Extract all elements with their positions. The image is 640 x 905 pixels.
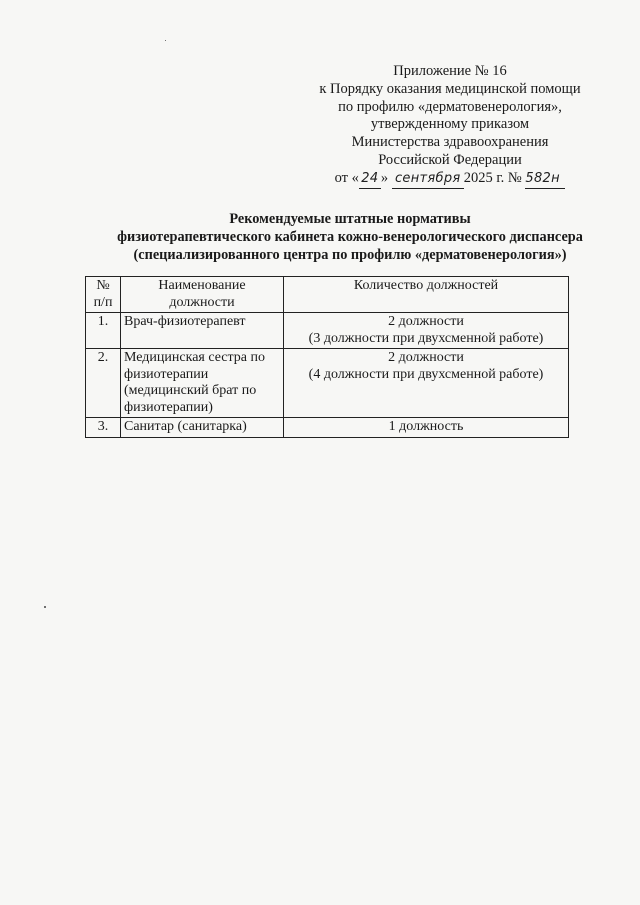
- quantity-line: 1 должность: [388, 419, 464, 434]
- title-line-2: физиотерапевтического кабинета кожно-венерологического диспансера: [117, 228, 583, 245]
- handwritten-day: 24: [359, 170, 381, 189]
- position-line: (медицинский брат по: [124, 383, 257, 398]
- row-position: [121, 349, 284, 418]
- table-row: [86, 313, 569, 349]
- header-quantity: Количество должностей: [284, 277, 569, 313]
- header-number: [86, 277, 121, 313]
- position-line: Врач-физиотерапевт: [124, 314, 246, 329]
- row-quantity: [284, 349, 569, 418]
- header-position: [121, 277, 284, 313]
- date-mid: »: [380, 169, 389, 186]
- row-quantity: [284, 313, 569, 349]
- staffing-table: [85, 276, 569, 438]
- position-line: физиотерапии): [124, 399, 213, 415]
- appendix-line-4: утвержденному приказом: [370, 116, 530, 133]
- appendix-line-5: Министерства здравоохранения: [351, 134, 549, 151]
- quantity-line: 2 должности: [388, 314, 464, 329]
- appendix-header: [300, 63, 600, 189]
- handwritten-order-number: 582н: [525, 170, 565, 189]
- row-position: [121, 313, 284, 349]
- row-quantity: [284, 418, 569, 438]
- header-position-line-1: Наименование: [158, 278, 246, 293]
- row-number: 3.: [86, 418, 121, 438]
- scan-speck: [165, 40, 166, 41]
- quantity-line: 2 должности: [388, 350, 464, 365]
- table-row: [86, 349, 569, 418]
- header-number-line-1: №: [96, 278, 110, 293]
- position-line: Санитар (санитарка): [124, 419, 247, 434]
- appendix-line-6: Российской Федерации: [378, 151, 522, 168]
- document-title: [60, 211, 640, 264]
- scan-speck: [44, 606, 46, 608]
- date-year: 2025 г. №: [463, 169, 522, 186]
- row-number: 1.: [86, 313, 121, 349]
- order-date-line: [300, 170, 600, 189]
- row-number: 2.: [86, 349, 121, 418]
- appendix-number: Приложение № 16: [393, 63, 507, 79]
- title-line-3: (специализированного центра по профилю «дерматовенерология»): [133, 246, 567, 263]
- handwritten-month: сентября: [392, 170, 464, 189]
- position-line: Медицинская сестра по: [124, 350, 265, 365]
- appendix-line-3: по профилю «дерматовенерология»,: [338, 98, 562, 115]
- header-number-line-2: п/п: [93, 294, 113, 310]
- date-prefix: от «: [334, 169, 359, 186]
- header-position-line-2: должности: [169, 294, 235, 310]
- position-line: физиотерапии: [124, 366, 209, 382]
- title-line-1: Рекомендуемые штатные нормативы: [229, 211, 471, 227]
- row-position: [121, 418, 284, 438]
- quantity-line: (4 должности при двухсменной работе): [308, 366, 544, 382]
- table-header-row: [86, 277, 569, 313]
- appendix-line-2: к Порядку оказания медицинской помощи: [319, 80, 581, 97]
- quantity-line: (3 должности при двухсменной работе): [308, 330, 544, 346]
- table-row: [86, 418, 569, 438]
